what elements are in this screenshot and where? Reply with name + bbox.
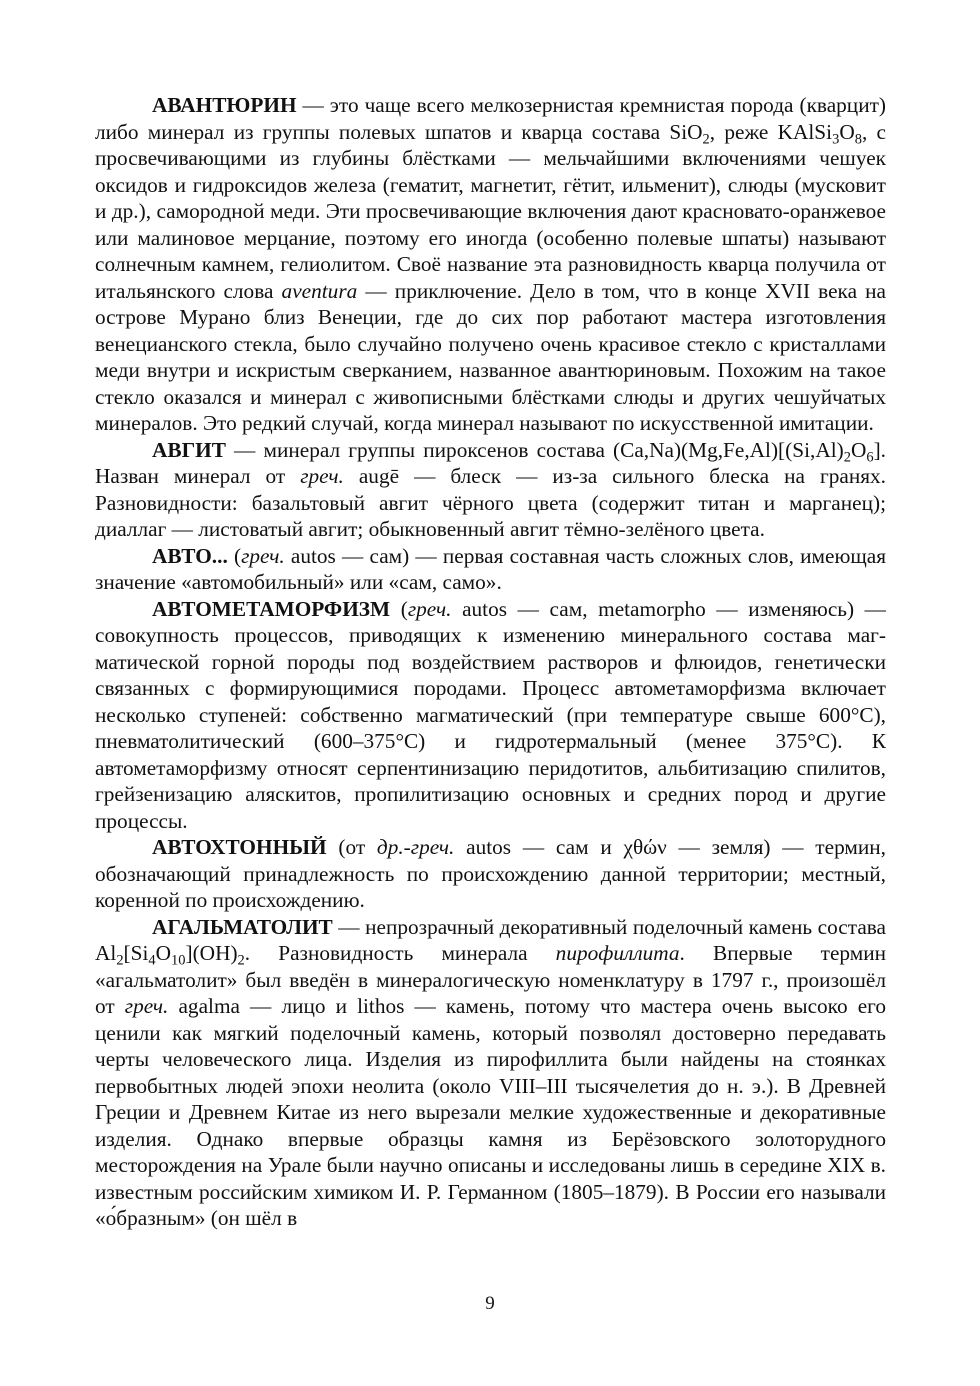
term-heading: АВГИТ xyxy=(152,437,226,462)
entry-augite: АВГИТ — минерал группы пироксенов состава $(Ca,Na)(Mg,Fe,Al)[(Si,Al)_2O_6]$. Назван минерал от греч. augē — блеск — из-за сильного блеска на гранях. Разновидности: базальтовый авгит чёрного цвета (содержит титан и марганец); диаллаг — листоватый авгит; обыкновенный авгит тёмно-зелёного цвета. xyxy=(95,437,886,541)
entry-autochthonous: АВТОХТОННЫЙ (от др.-греч. autos — сам и χθών — земля) — термин, обозначающий принадлежность по происхождению данной территории; местный, коренной по происхождению. xyxy=(95,835,886,912)
page-body xyxy=(95,92,886,1232)
term-heading: АВТОХТОННЫЙ xyxy=(152,835,327,859)
term-heading: АГАЛЬМАТОЛИТ xyxy=(152,914,333,939)
term-heading: АВТО... xyxy=(152,543,228,568)
entry-aventurine: АВАНТЮРИН — это чаще всего мелкозернистая кремнистая порода (кварцит) либо минерал из группы полевых шпатов и кварца состава SiO$_2$, реже $KAlSi_3O_8$, с просвечивающими из глубины блёстками — мельчайшими включениями чешуек оксидов и гидроксидов железа (гематит, магнетит, гётит, ильменит), слюды (мусковит и др.), самородной меди. Эти просвечивающие включения дают красновато-оранжевое или малиновое мерцание, поэтому его иногда (особенно полевые шпаты) называют солнечным камнем, гелиолитом. Своё название эта разновидность кварца получила от итальянского слова aventura — приключение. Дело в том, что в конце XVII века на острове Мурано близ Венеции, где до сих пор работают мастера изготовления венецианского стекла, было случайно получено очень красивое стекло с кристаллами меди внутри и искристым сверканием, названное авантюриновым. Похожим на такое стекло оказался и минерал с живописными блёстками слюды и других чешуйчатых минералов. Это редкий случай, когда минерал называют по искусственной имитации. xyxy=(95,93,886,435)
entry-autometamorphism: АВТОМЕТАМОРФИЗМ (греч. autos — сам, metamorpho — изменяюсь) — совокупность процессов, приводящих к изменению минерального состава магматической горной породы под воздействием растворов и флюидов, генетически связанных с формирующимися породами. Процесс автометаморфизма включает несколько ступеней: собственно магматический (при температуре свыше 600°С), пневматолитический (600–375°С) и гидротермальный (менее 375°С). К автометаморфизму относят серпентинизацию перидотитов, альбитизацию спилитов, грейзенизацию аляскитов, пропилитизацию основных и средних пород и другие процессы. xyxy=(95,596,886,833)
entry-auto-prefix: АВТО... (греч. autos — сам) — первая составная часть сложных слов, имеющая значение «автомобильный» или «сам, само». xyxy=(95,543,886,594)
term-heading: АВАНТЮРИН xyxy=(152,93,297,117)
entry-agalmatolite: АГАЛЬМАТОЛИТ — непрозрачный декоративный поделочный камень состава $Al_2[Si_4O_{10}](OH)_2$. Разновидность минерала пирофиллита. Впервые термин «агальматолит» был введён в минералогическую номенклатуру в 1797 г., произошёл от греч. agalma — лицо и lithos — камень, потому что мастера очень высоко его ценили как мягкий поделочный камень, который позволял достоверно передавать черты человеческого лица. Изделия из пирофиллита были найдены на стоянках первобытных людей эпохи неолита (около VIII–III тысячелетия до н. э.). В Древней Греции и Древнем Китае из него вырезали мелкие художественные и декоративные изделия. Однако впервые образцы камня из Берёзовского золоторудного месторождения на Урале были научно описаны и исследованы лишь в середине XIX в. известным российским химиком И. Р. Германном (1805–1879). В России его называли «о́бразным» (он шёл в xyxy=(95,914,886,1230)
term-heading: АВТОМЕТАМОРФИЗМ xyxy=(152,596,391,621)
page-number: 9 xyxy=(485,1293,495,1314)
